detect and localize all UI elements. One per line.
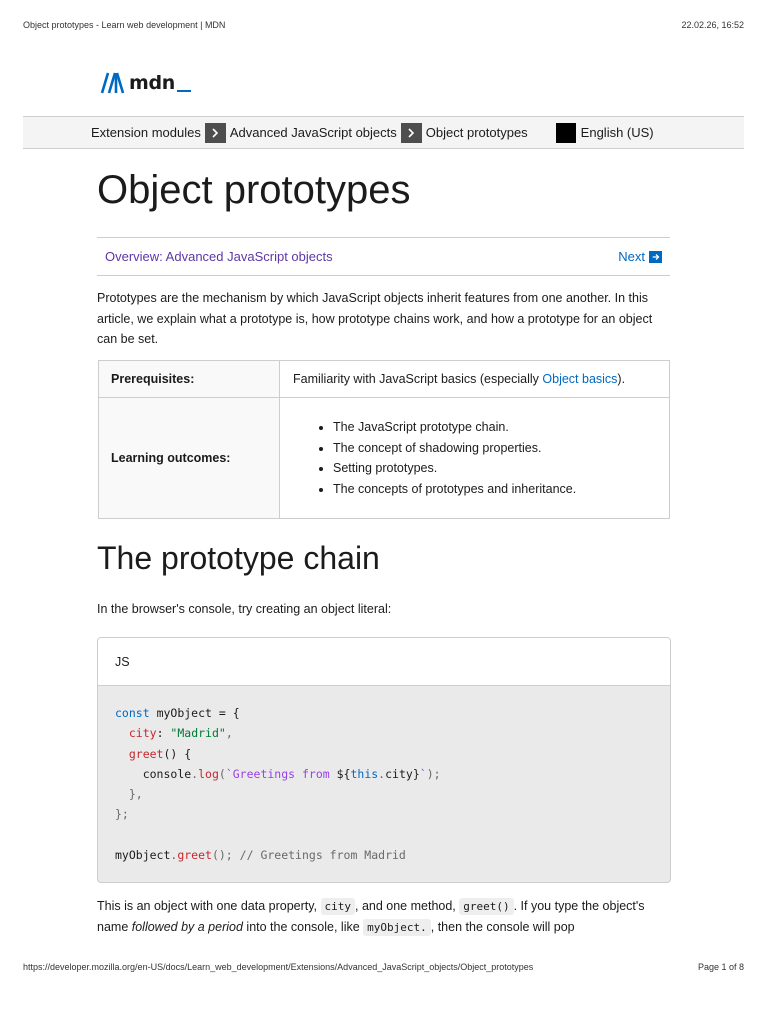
table-row xyxy=(99,361,670,398)
prerequisites-value xyxy=(280,361,670,398)
breadcrumb-item-extension-modules[interactable]: Extension modules xyxy=(91,125,201,140)
next-link[interactable] xyxy=(618,249,662,264)
console-instruction: In the browser's console, try creating an object literal: xyxy=(97,602,392,616)
inline-code: greet() xyxy=(459,898,513,915)
language-icon xyxy=(556,123,576,143)
code-token: () { xyxy=(163,746,192,761)
breadcrumb-item-object-prototypes[interactable]: Object prototypes xyxy=(425,125,528,140)
object-basics-link[interactable]: Object basics xyxy=(542,372,618,386)
arrow-right-icon xyxy=(649,251,662,263)
prerequisites-text-after: ). xyxy=(617,372,626,386)
print-footer xyxy=(23,962,744,972)
learning-outcomes-list xyxy=(293,417,656,499)
code-token: myObject xyxy=(156,706,212,720)
mdn-logo-text: mdn xyxy=(129,72,176,94)
paragraph-text: into the console, like xyxy=(242,920,364,934)
chevron-right-icon xyxy=(205,123,226,143)
logo-cursor xyxy=(177,90,191,92)
code-token: ); xyxy=(426,766,441,781)
print-footer-page: Page 1 of 8 xyxy=(697,962,744,972)
emphasis-text: followed by a period xyxy=(131,920,243,934)
list-item: • The concept of shadowing properties. xyxy=(333,438,656,459)
code-token: . xyxy=(191,766,199,781)
code-token: } xyxy=(412,766,420,781)
code-token: : xyxy=(156,726,171,741)
inline-code: myObject. xyxy=(363,919,431,936)
overview-link[interactable]: Overview: Advanced JavaScript objects xyxy=(105,249,333,264)
code-token: log xyxy=(198,766,219,781)
code-token: . xyxy=(378,766,386,781)
breadcrumb xyxy=(23,116,744,149)
language-selector[interactable]: English (US) xyxy=(580,125,654,140)
code-token: }, xyxy=(128,787,143,802)
paragraph-text: , then the console will pop xyxy=(430,920,575,934)
code-token: city xyxy=(128,726,157,741)
intro-paragraph: Prototypes are the mechanism by which JavaScript objects inherit features from one another. In this article, we explain what a prototype is, how prototype chains work, and how a prototype for an object can be set. xyxy=(97,291,653,346)
code-token: city xyxy=(385,766,413,781)
print-header-datetime: 22.02.26, 16:52 xyxy=(681,20,744,30)
list-item: • The concepts of prototypes and inheritance. xyxy=(333,479,656,500)
code-token: greet xyxy=(177,848,212,863)
code-token: this xyxy=(350,766,379,781)
mdn-logo-icon xyxy=(100,71,126,95)
print-header xyxy=(23,20,744,30)
prerequisites-text-before: Familiarity with JavaScript basics (especially xyxy=(293,372,543,386)
code-example xyxy=(97,637,671,883)
prerequisites-table xyxy=(98,360,670,519)
section-heading: The prototype chain xyxy=(97,540,380,576)
paragraph-text: This is an object with one data property, xyxy=(97,899,321,913)
code-token: `Greetings from xyxy=(225,766,337,781)
prerequisites-label: Prerequisites: xyxy=(99,361,280,398)
code-token: = { xyxy=(211,706,240,720)
page-title: Object prototypes xyxy=(97,168,411,212)
code-token: const xyxy=(115,706,150,720)
code-token: greet xyxy=(128,746,164,761)
next-link-label: Next xyxy=(618,249,645,264)
list-item: • Setting prototypes. xyxy=(333,458,656,479)
inline-code: city xyxy=(321,898,356,915)
learning-outcomes-label: Learning outcomes: xyxy=(99,398,280,519)
breadcrumb-item-advanced-js-objects[interactable]: Advanced JavaScript objects xyxy=(229,125,397,140)
code-token: myObject xyxy=(115,848,171,863)
learning-outcomes-value xyxy=(280,398,670,519)
code-token: ( xyxy=(218,766,226,781)
list-item: • The JavaScript prototype chain. xyxy=(333,417,656,438)
code-token: "Madrid" xyxy=(170,726,226,741)
code-language-label: JS xyxy=(98,638,670,686)
code-token: . xyxy=(170,848,178,863)
print-footer-url: https://developer.mozilla.org/en-US/docs/Learn_web_development/Extensions/Advanced_JavaScript_objects/Object_prototypes xyxy=(23,962,534,972)
code-token: ` xyxy=(419,766,427,781)
code-token: }; xyxy=(115,807,129,822)
code-block[interactable] xyxy=(98,686,670,865)
table-row xyxy=(99,398,670,519)
code-token: // Greetings from Madrid xyxy=(239,848,406,863)
code-token: , xyxy=(225,726,233,741)
paragraph-text: , and one method, xyxy=(355,899,460,913)
chevron-right-icon xyxy=(401,123,422,143)
code-token: console xyxy=(142,766,192,781)
paragraph-text: . If you type the object's name xyxy=(97,899,645,934)
explanation-paragraph xyxy=(97,896,677,938)
print-header-title: Object prototypes - Learn web development | MDN xyxy=(23,20,226,30)
code-token: (); xyxy=(211,848,233,863)
code-token: ${ xyxy=(336,766,351,781)
sequence-nav xyxy=(97,237,670,276)
mdn-logo[interactable] xyxy=(100,71,191,95)
